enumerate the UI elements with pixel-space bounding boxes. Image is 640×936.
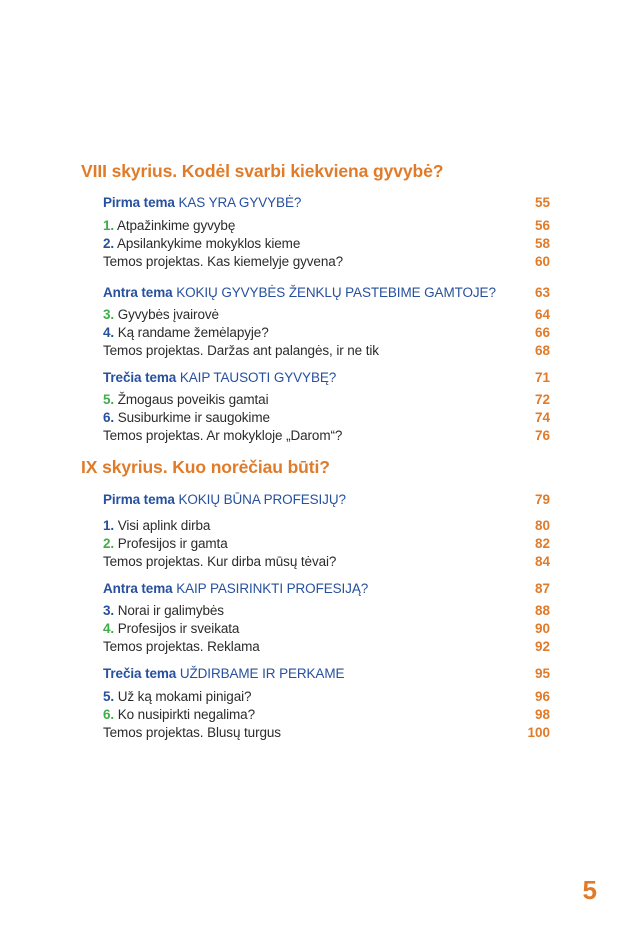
page-ref: 66 [534,325,550,340]
lesson-title: Žmogaus poveikis gamtai [117,392,269,407]
lesson-row [103,391,550,409]
lesson-title: Gyvybės įvairovė [117,307,219,322]
lesson-number: 2. [103,536,115,551]
lesson-title: Norai ir galimybės [117,603,224,618]
topic-label: Antra tema [103,581,173,596]
project-row [103,553,550,571]
lesson-number: 6. [103,410,115,425]
lesson-row [103,535,550,553]
lesson-title: Atpažinkime gyvybę [116,218,236,233]
lesson-title: Ką randame žemėlapyje? [117,325,269,340]
lesson-row [103,620,550,638]
page-ref: 74 [534,410,550,425]
topic-row [103,369,550,387]
topic-row [103,284,550,302]
page-ref: 68 [534,343,550,358]
project-title: Temos projektas. Kas kiemelyje gyvena? [103,254,344,269]
lesson-title: Visi aplink dirba [117,518,211,533]
project-title: Temos projektas. Ar mokykloje „Darom“? [103,428,343,443]
lesson-row [103,517,550,535]
page-ref: 82 [534,536,550,551]
page-number: 5 [582,875,597,905]
lesson-number: 5. [103,392,115,407]
project-title: Temos projektas. Reklama [103,639,260,654]
lesson-number: 3. [103,603,115,618]
topic-row [103,491,550,509]
chapter-title: VIII skyrius. Kodėl svarbi kiekviena gyvybė? [81,161,444,181]
topic-title: KAIP TAUSOTI GYVYBĘ? [179,370,337,385]
lesson-number: 4. [103,621,115,636]
lesson-title: Apsilankykime mokyklos kieme [116,236,301,251]
page-ref: 96 [534,689,550,704]
topic-title: KAS YRA GYVYBĖ? [178,195,302,210]
lesson-number: 3. [103,307,115,322]
project-row [103,253,550,271]
topic-row [103,194,550,212]
project-row [103,638,550,656]
lesson-row [103,688,550,706]
topic-label: Trečia tema [103,666,177,681]
page-ref: 58 [534,236,550,251]
page-ref: 88 [534,603,550,618]
lesson-row [103,409,550,427]
topic-title: UŽDIRBAME IR PERKAME [179,666,345,681]
page-ref: 92 [534,639,550,654]
lesson-row [103,602,550,620]
page-ref: 76 [534,428,550,443]
lesson-number: 4. [103,325,115,340]
topic-row [103,580,550,598]
lesson-title: Ko nusipirkti negalima? [117,707,255,722]
page-ref: 90 [534,621,550,636]
page-ref: 98 [534,707,550,722]
topic-title: KOKIŲ GYVYBĖS ŽENKLŲ PASTEBIME GAMTOJE? [176,285,496,300]
project-row [103,342,550,360]
page-ref: 79 [534,492,550,507]
page-ref: 55 [534,195,550,210]
page-ref: 56 [534,218,550,233]
chapter-title: IX skyrius. Kuo norėčiau būti? [81,457,330,477]
topic-label: Trečia tema [103,370,177,385]
page-ref: 100 [527,725,550,740]
lesson-row [103,217,550,235]
page-ref: 80 [534,518,550,533]
page-ref: 87 [534,581,550,596]
page-ref: 63 [534,285,550,300]
topic-label: Antra tema [103,285,173,300]
lesson-row [103,706,550,724]
lesson-number: 1. [103,518,115,533]
lesson-number: 1. [103,218,115,233]
lesson-number: 6. [103,707,115,722]
lesson-row [103,324,550,342]
project-title: Temos projektas. Blusų turgus [103,725,281,740]
project-row [103,427,550,445]
lesson-number: 5. [103,689,115,704]
lesson-row [103,235,550,253]
page-ref: 64 [534,307,550,322]
project-title: Temos projektas. Kur dirba mūsų tėvai? [103,554,337,569]
project-title: Temos projektas. Daržas ant palangės, ir ne tik [103,343,379,358]
topic-title: KAIP PASIRINKTI PROFESIJĄ? [176,581,369,596]
page-ref: 60 [534,254,550,269]
lesson-title: Profesijos ir sveikata [117,621,240,636]
page-ref: 72 [534,392,550,407]
topic-title: KOKIŲ BŪNA PROFESIJŲ? [178,492,346,507]
lesson-row [103,306,550,324]
lesson-title: Susiburkime ir saugokime [117,410,270,425]
page-ref: 84 [534,554,550,569]
topic-label: Pirma tema [103,492,175,507]
page-ref: 95 [534,666,550,681]
lesson-title: Profesijos ir gamta [117,536,228,551]
lesson-title: Už ką mokami pinigai? [117,689,252,704]
project-row [103,724,550,742]
lesson-number: 2. [103,236,115,251]
topic-row [103,665,550,683]
topic-label: Pirma tema [103,195,175,210]
page-ref: 71 [534,370,550,385]
